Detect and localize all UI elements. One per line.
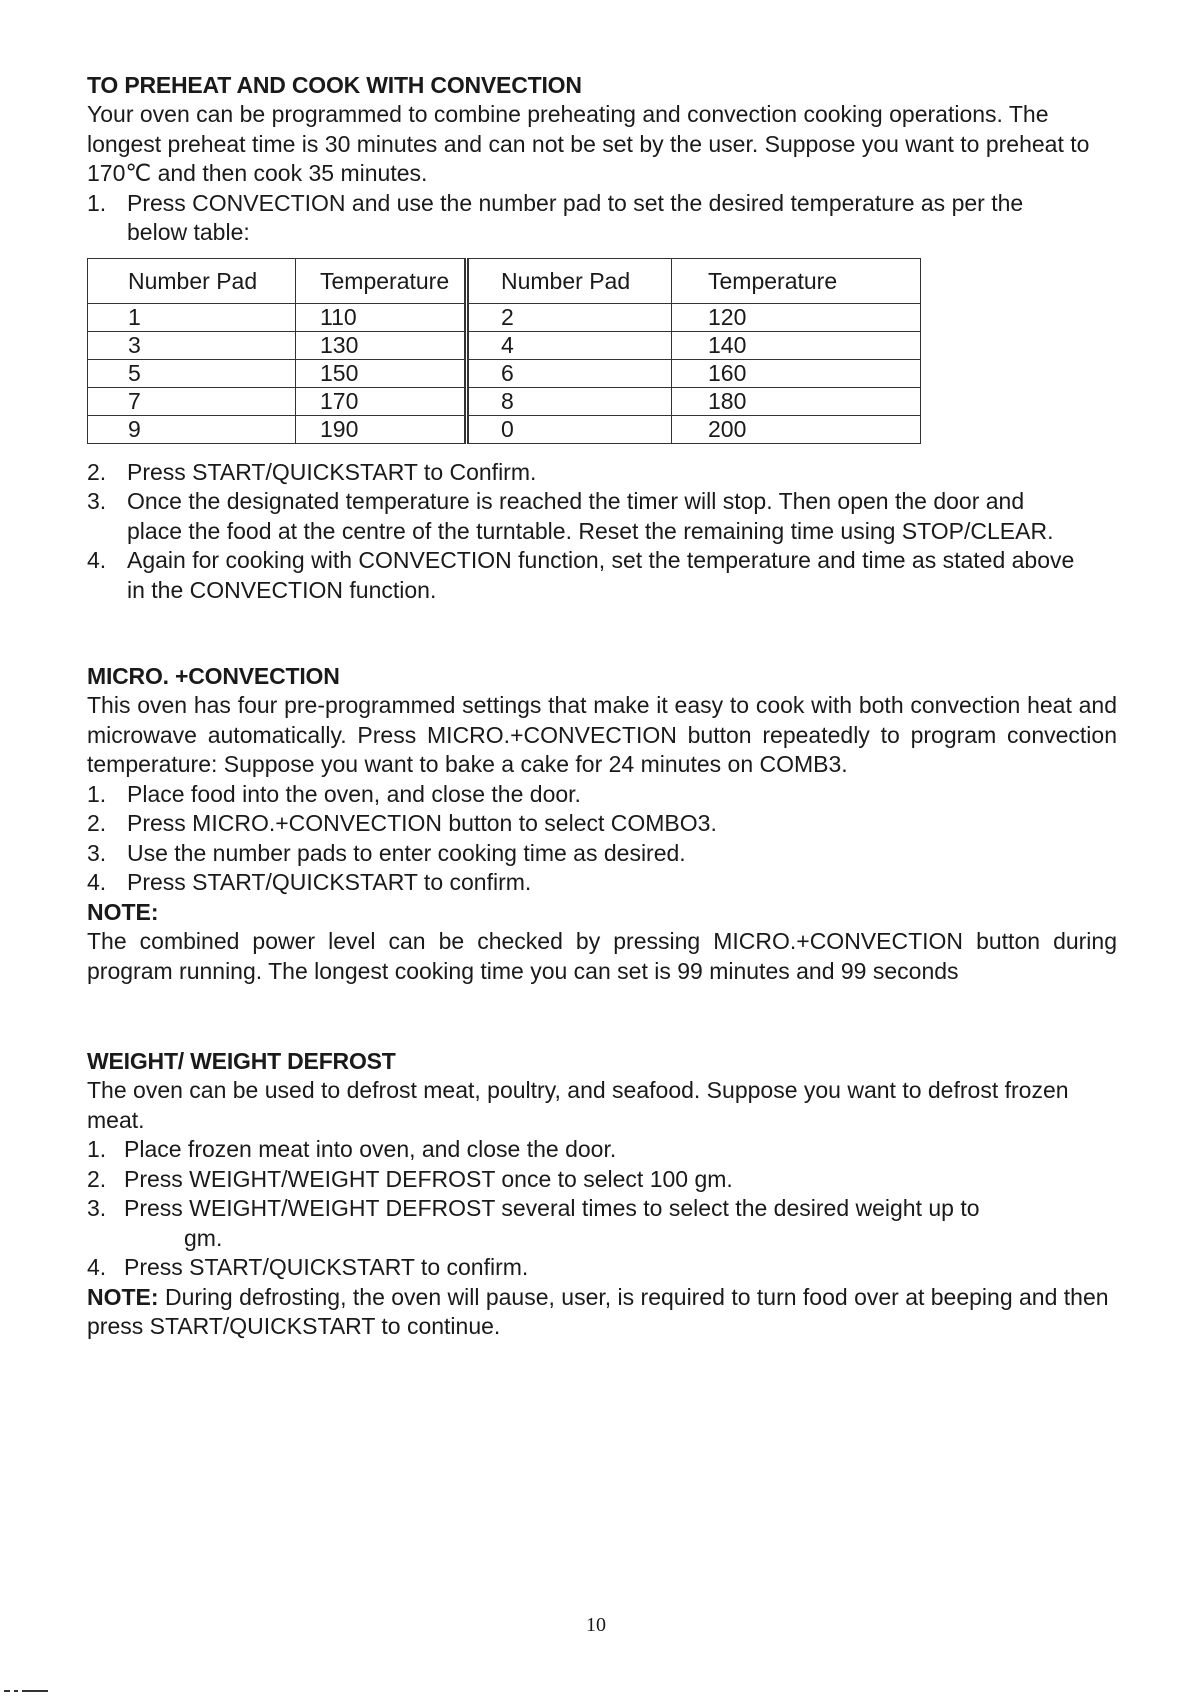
section-micro-convection xyxy=(87,661,1117,986)
table-cell: 190 xyxy=(296,415,467,443)
defrost-step-1 xyxy=(87,1135,1117,1165)
section-weight-defrost xyxy=(87,1046,1117,1342)
step-number: 1. xyxy=(87,189,107,216)
table-header: Temperature xyxy=(296,258,467,303)
preheat-step-3 xyxy=(87,487,1117,546)
micro-step-4 xyxy=(87,868,1117,898)
step-number: 3. xyxy=(87,839,107,866)
step-number: 1. xyxy=(87,1136,107,1162)
preheat-intro: Your oven can be programmed to combine preheating and convection cooking operations. The longest preheat time is 30 minutes and can not be set by the user. Suppose you want to preheat to 170℃ and then cook 35 minutes. xyxy=(87,101,1090,186)
table-cell: 130 xyxy=(296,331,467,359)
step-text: Use the number pads to enter cooking time as desired. xyxy=(127,839,686,866)
table-header: Number Pad xyxy=(88,258,296,303)
preheat-steps xyxy=(87,189,1117,248)
step-number: 3. xyxy=(87,488,107,514)
table-cell: 150 xyxy=(296,359,467,387)
number-pad-temperature-table xyxy=(87,258,921,444)
section-title-preheat: TO PREHEAT AND COOK WITH CONVECTION xyxy=(87,72,582,98)
weight-defrost-steps xyxy=(87,1135,1117,1224)
step-text: Press START/QUICKSTART to Confirm. xyxy=(127,458,537,485)
weight-defrost-steps-continued xyxy=(87,1253,1117,1283)
micro-convection-steps xyxy=(87,780,1117,898)
step-number: 2. xyxy=(87,458,107,485)
step-text: Place food into the oven, and close the door. xyxy=(127,780,581,807)
micro-convection-note: The combined power level can be checked by pressing MICRO.+CONVECTION button during program running. The longest cooking time you can set is 99 minutes and 99 seconds xyxy=(87,928,1117,984)
section-title-weight-defrost: WEIGHT/ WEIGHT DEFROST xyxy=(87,1048,396,1074)
table-cell: 7 xyxy=(88,387,296,415)
table-row xyxy=(88,359,921,387)
step-number: 3. xyxy=(87,1195,107,1221)
step-text: Press WEIGHT/WEIGHT DEFROST several times to select the desired weight up to xyxy=(124,1195,980,1221)
page-number: 10 xyxy=(586,1614,606,1636)
step-text: Press START/QUICKSTART to confirm. xyxy=(124,1254,529,1280)
table-cell: 5 xyxy=(88,359,296,387)
table-cell: 0 xyxy=(467,415,672,443)
preheat-step-1 xyxy=(87,189,1117,248)
step-text: Press CONVECTION and use the number pad to set the desired temperature as per the below table: xyxy=(127,189,1024,245)
table-cell: 180 xyxy=(672,387,921,415)
step-text: Press WEIGHT/WEIGHT DEFROST once to select 100 gm. xyxy=(124,1165,733,1192)
table-header: Number Pad xyxy=(467,258,672,303)
preheat-step-2 xyxy=(87,458,1117,488)
defrost-step-3 xyxy=(87,1194,1117,1224)
table-cell: 6 xyxy=(467,359,672,387)
table-row xyxy=(88,303,921,331)
step-text: Once the designated temperature is reached the timer will stop. Then open the door and place the food at the centre of the turntable. Reset the remaining time using STOP/CLEAR. xyxy=(127,488,1054,544)
step-number: 4. xyxy=(87,1254,107,1280)
micro-step-3 xyxy=(87,839,1117,869)
weight-defrost-note xyxy=(87,1283,1117,1342)
micro-convection-intro: This oven has four pre-programmed settings that make it easy to cook with both convection heat and microwave automatically. Press MICRO.+CONVECTION button repeatedly to program convection temperature: Suppose you want to bake a cake for 24 minutes on COMB3. xyxy=(87,692,1117,777)
weight-defrost-intro: The oven can be used to defrost meat, poultry, and seafood. Suppose you want to defrost frozen meat. xyxy=(87,1077,1069,1133)
table-row xyxy=(88,415,921,443)
table-cell: 200 xyxy=(672,415,921,443)
table-row xyxy=(88,387,921,415)
defrost-step-3-continued: gm. xyxy=(184,1224,223,1251)
table-cell: 8 xyxy=(467,387,672,415)
micro-step-1 xyxy=(87,780,1117,810)
table-cell: 160 xyxy=(672,359,921,387)
step-text: Press START/QUICKSTART to confirm. xyxy=(127,869,532,895)
micro-step-2 xyxy=(87,809,1117,839)
section-preheat-convection xyxy=(87,70,1117,605)
table-cell: 9 xyxy=(88,415,296,443)
table-header: Temperature xyxy=(672,258,921,303)
step-text: Place frozen meat into oven, and close the door. xyxy=(124,1136,617,1162)
preheat-step-4 xyxy=(87,546,1117,605)
manual-page xyxy=(87,70,1117,1342)
table-cell: 3 xyxy=(88,331,296,359)
step-number: 2. xyxy=(87,1165,107,1192)
table-cell: 120 xyxy=(672,303,921,331)
step-number: 1. xyxy=(87,780,107,807)
defrost-step-4 xyxy=(87,1253,1117,1283)
note-text: During defrosting, the oven will pause, user, is required to turn food over at beeping and then press START/QUICKSTART to continue. xyxy=(87,1283,1109,1339)
step-text: Press MICRO.+CONVECTION button to select COMBO3. xyxy=(127,810,717,836)
note-label: NOTE: xyxy=(87,898,159,925)
table-cell: 1 xyxy=(88,303,296,331)
table-cell: 140 xyxy=(672,331,921,359)
step-number: 4. xyxy=(87,869,107,895)
defrost-step-2 xyxy=(87,1165,1117,1195)
scan-edge-mark xyxy=(4,1679,84,1681)
section-title-micro-convection: MICRO. +CONVECTION xyxy=(87,663,340,689)
note-label: NOTE: xyxy=(87,1283,159,1310)
table-cell: 170 xyxy=(296,387,467,415)
table-cell: 4 xyxy=(467,331,672,359)
table-cell: 110 xyxy=(296,303,467,331)
table-cell: 2 xyxy=(467,303,672,331)
table-header-row xyxy=(88,258,921,303)
step-text: Again for cooking with CONVECTION function, set the temperature and time as stated above in the CONVECTION function. xyxy=(127,547,1075,603)
table-row xyxy=(88,331,921,359)
step-number: 4. xyxy=(87,547,107,573)
preheat-steps-continued xyxy=(87,458,1117,606)
step-number: 2. xyxy=(87,810,107,836)
